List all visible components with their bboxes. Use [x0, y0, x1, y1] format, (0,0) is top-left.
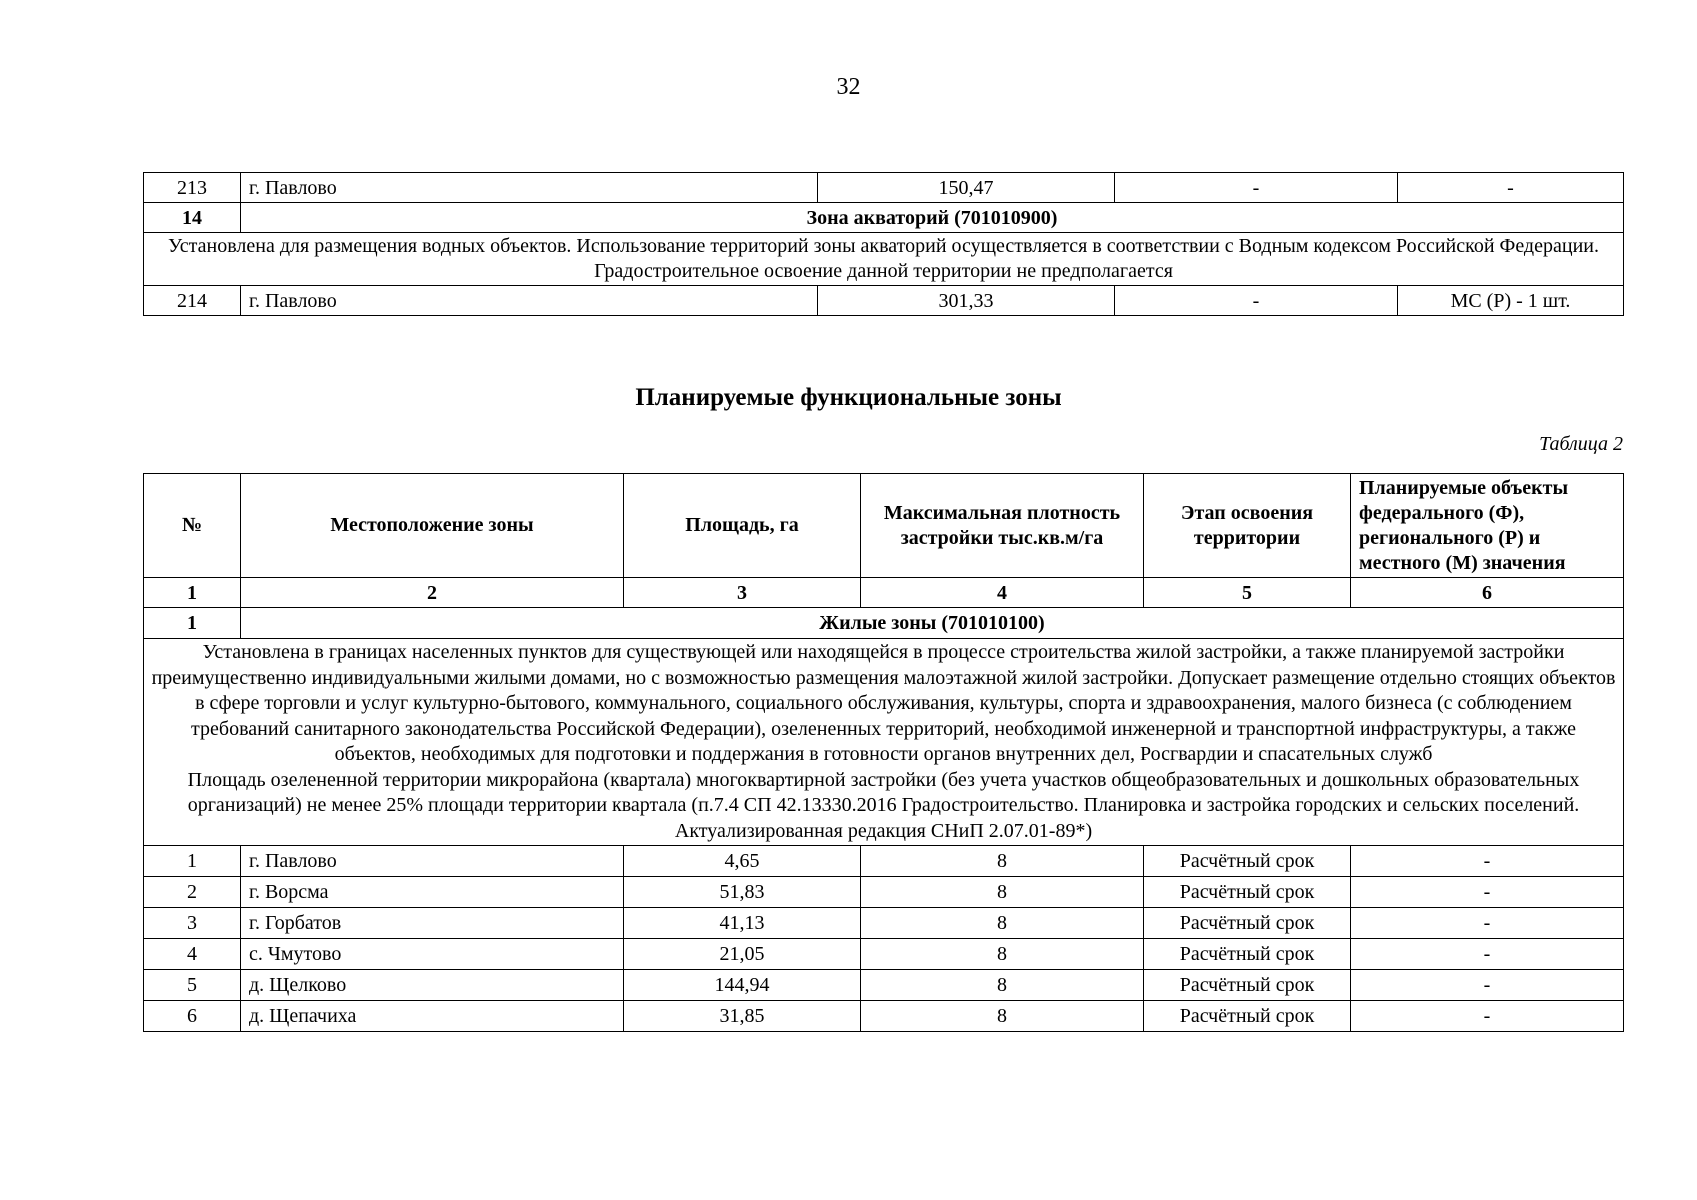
zone-location: г. Горбатов	[241, 908, 624, 939]
table-row	[144, 877, 1624, 908]
table-header-row	[144, 474, 1624, 578]
zone-density: 8	[861, 877, 1144, 908]
zone-density: 8	[861, 846, 1144, 877]
row-number: 5	[144, 970, 241, 1001]
zone-objects: -	[1351, 1001, 1624, 1032]
zone-col4: -	[1115, 173, 1398, 203]
table-row	[144, 173, 1624, 203]
zone-stage: Расчётный срок	[1144, 846, 1351, 877]
zone-stage: Расчётный срок	[1144, 939, 1351, 970]
zone-area: 301,33	[818, 286, 1115, 316]
zone-name: Жилые зоны (701010100)	[241, 608, 1624, 639]
zone-col4: -	[1115, 286, 1398, 316]
row-number: 2	[144, 877, 241, 908]
table-row	[144, 286, 1624, 316]
table-row	[144, 908, 1624, 939]
header-location: Местоположение зоны	[241, 474, 624, 578]
zone-location: г. Павлово	[241, 286, 818, 316]
zone-area: 21,05	[624, 939, 861, 970]
table-row	[144, 939, 1624, 970]
header-number: №	[144, 474, 241, 578]
header-objects: Планируемые объекты федерального (Ф), регионального (Р) и местного (М) значения	[1351, 474, 1624, 578]
zone-area: 150,47	[818, 173, 1115, 203]
zone-location: г. Ворсма	[241, 877, 624, 908]
zone-location: д. Щепачиха	[241, 1001, 624, 1032]
table-row	[144, 1001, 1624, 1032]
table-caption: Таблица 2	[1539, 433, 1623, 455]
zone-area: 4,65	[624, 846, 861, 877]
column-number: 6	[1351, 578, 1624, 608]
zone-description	[144, 639, 1624, 846]
zone-greenery-requirement: Площадь озелененной территории микрорайона (квартала) многоквартирной застройки (без учета участков общеобразовательных и дошкольных образовательных организаций) не менее 25% площади территории квартала (п.7.4 СП 42.13330.2016 Градостроительство. Планировка и застройка городских и сельских поселений. Актуализированная редакция СНиП 2.07.01-89*)	[187, 768, 1580, 842]
zone-objects: -	[1351, 939, 1624, 970]
zone-name: Зона акваторий (701010900)	[241, 203, 1624, 233]
page-number: 32	[836, 74, 861, 100]
zone-stage: Расчётный срок	[1144, 877, 1351, 908]
zone-objects: -	[1351, 970, 1624, 1001]
row-number: 214	[144, 286, 241, 316]
column-number: 5	[1144, 578, 1351, 608]
zone-description-row	[144, 639, 1624, 846]
zone-col5: МС (Р) - 1 шт.	[1398, 286, 1624, 316]
zone-area: 144,94	[624, 970, 861, 1001]
row-number: 6	[144, 1001, 241, 1032]
header-density: Максимальная плотность застройки тыс.кв.м/га	[861, 474, 1144, 578]
zone-header-row	[144, 203, 1624, 233]
zone-density: 8	[861, 1001, 1144, 1032]
zone-col5: -	[1398, 173, 1624, 203]
column-number: 1	[144, 578, 241, 608]
header-area: Площадь, га	[624, 474, 861, 578]
zone-stage: Расчётный срок	[1144, 970, 1351, 1001]
row-number: 213	[144, 173, 241, 203]
zone-number: 1	[144, 608, 241, 639]
zone-objects: -	[1351, 908, 1624, 939]
zone-description: Установлена для размещения водных объектов. Использование территорий зоны акваторий осуществляется в соответствии с Водным кодексом Российской Федерации. Градостроительное освоение данной территории не предполагается	[144, 233, 1624, 286]
zone-area: 51,83	[624, 877, 861, 908]
zone-stage: Расчётный срок	[1144, 908, 1351, 939]
zone-density: 8	[861, 970, 1144, 1001]
table-row	[144, 846, 1624, 877]
row-number: 4	[144, 939, 241, 970]
planned-zones-table	[143, 473, 1624, 1032]
column-number: 4	[861, 578, 1144, 608]
column-number: 2	[241, 578, 624, 608]
zone-objects: -	[1351, 877, 1624, 908]
section-title: Планируемые функциональные зоны	[635, 384, 1062, 411]
table-row	[144, 970, 1624, 1001]
zone-density: 8	[861, 939, 1144, 970]
zone-number: 14	[144, 203, 241, 233]
zone-location: г. Павлово	[241, 846, 624, 877]
zone-location: г. Павлово	[241, 173, 818, 203]
zone-density: 8	[861, 908, 1144, 939]
zone-description-paragraph: Установлена в границах населенных пунктов для существующей или находящейся в процессе строительства жилой застройки, а также планируемой застройки преимущественно индивидуальными жилыми домами, но с возможностью размещения малоэтажной жилой застройки. Допускает размещение отдельно стоящих объектов в сфере торговли и услуг культурно-бытового, коммунального, социального обслуживания, культуры, спорта и здравоохранения, малого бизнеса (с соблюдением требований санитарного законодательства Российской Федерации), озелененных территорий, необходимой инженерной и транспортной инфраструктуры, а также объектов, необходимых для подготовки и поддержания в готовности органов внутренних дел, Росгвардии и спасательных служб	[151, 641, 1616, 765]
zone-area: 41,13	[624, 908, 861, 939]
column-number: 3	[624, 578, 861, 608]
zone-area: 31,85	[624, 1001, 861, 1032]
header-stage: Этап освоения территории	[1144, 474, 1351, 578]
zone-description-row	[144, 233, 1624, 286]
zone-location: с. Чмутово	[241, 939, 624, 970]
zone-location: д. Щелково	[241, 970, 624, 1001]
row-number: 1	[144, 846, 241, 877]
zone-objects: -	[1351, 846, 1624, 877]
row-number: 3	[144, 908, 241, 939]
zone-stage: Расчётный срок	[1144, 1001, 1351, 1032]
zone-header-row	[144, 608, 1624, 639]
column-number-row	[144, 578, 1624, 608]
zones-table-continuation	[143, 172, 1624, 316]
